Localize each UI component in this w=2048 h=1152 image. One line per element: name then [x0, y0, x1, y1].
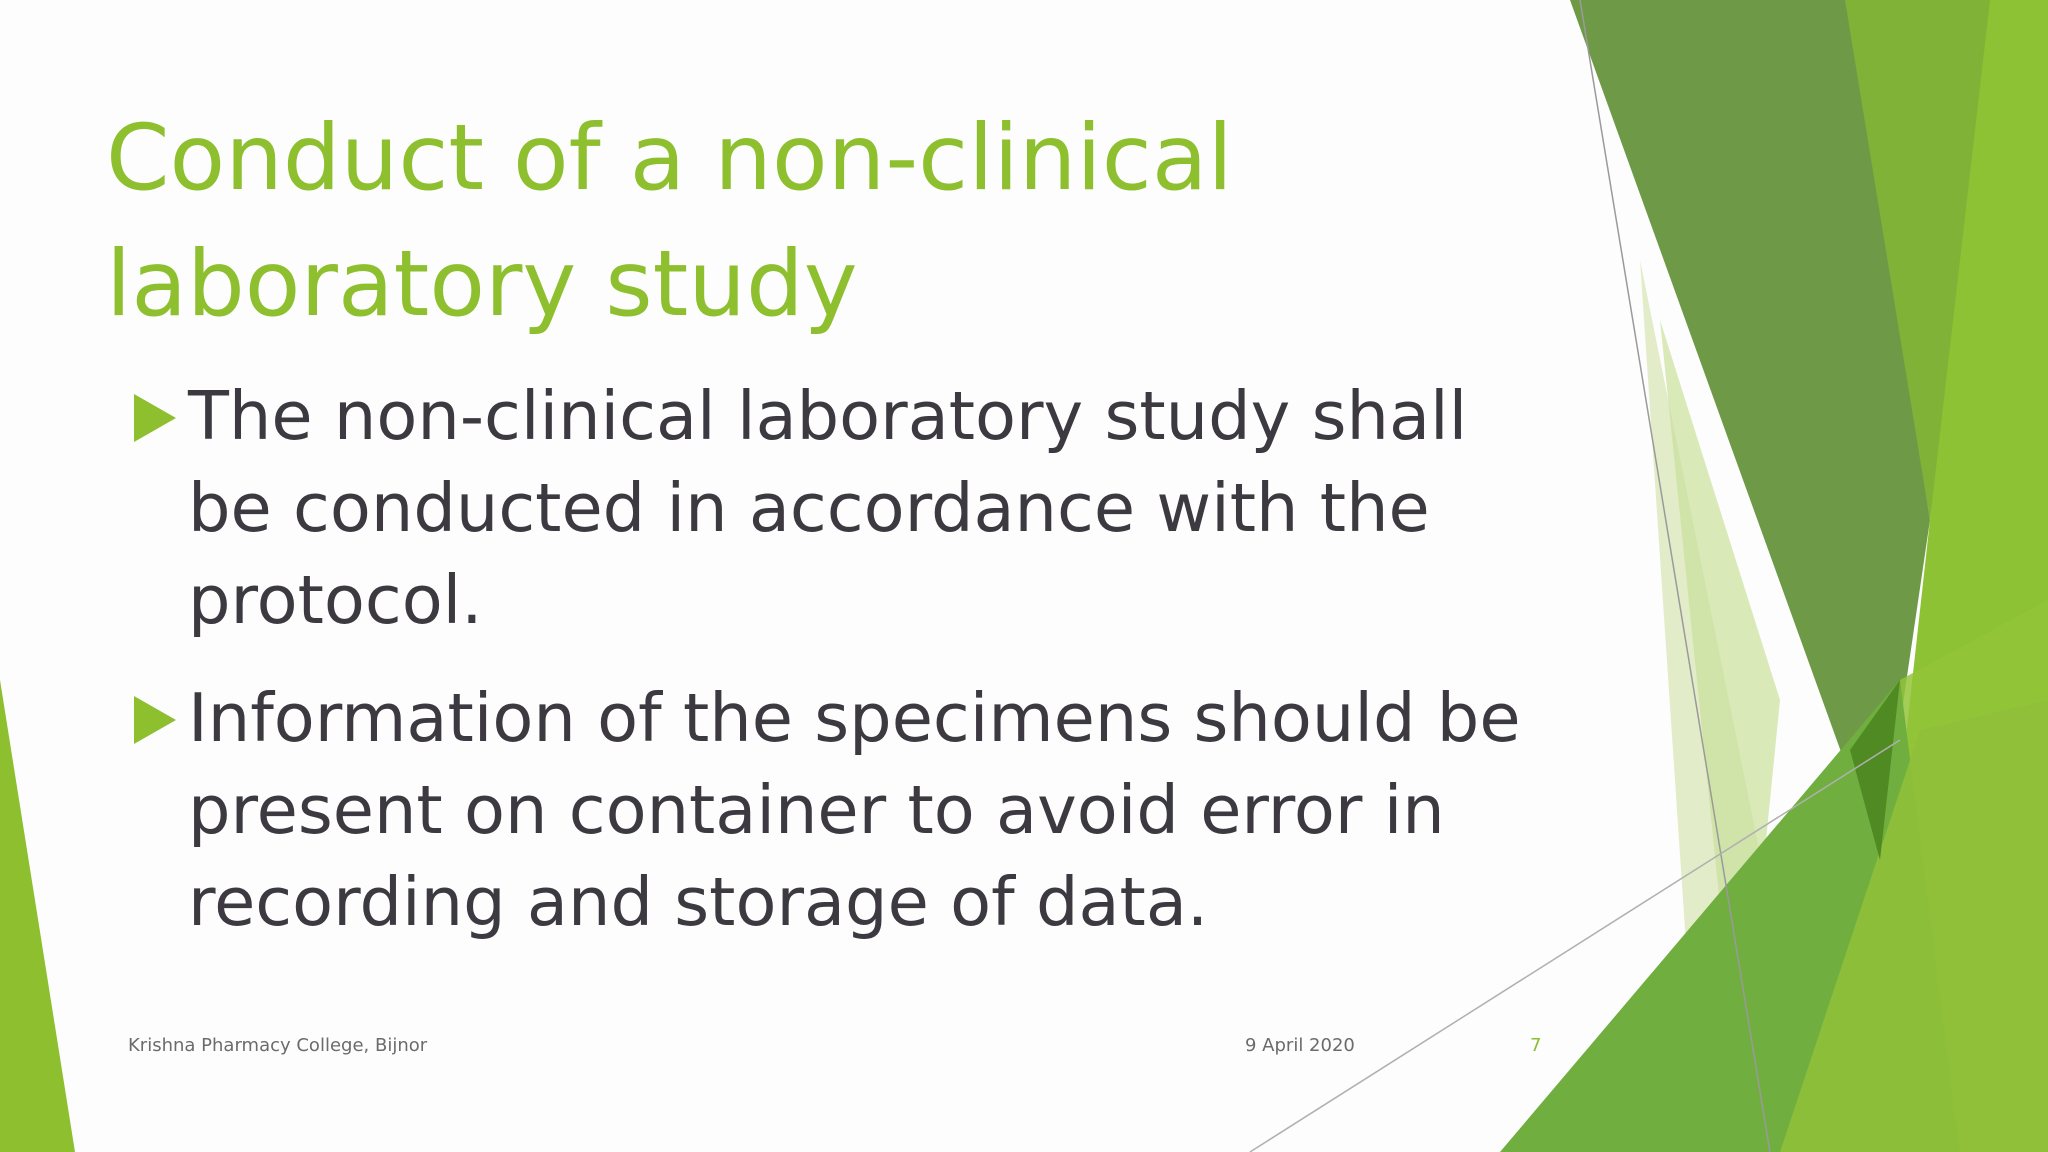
footer-date: 9 April 2020: [1245, 1035, 1355, 1056]
footer-organization: Krishna Pharmacy College, Bijnor: [128, 1035, 428, 1056]
triangle-right-icon: [134, 394, 176, 442]
bullet-text: Information of the specimens should be present on container to avoid error in recording and storage of data.: [188, 679, 1521, 941]
triangle-right-icon: [134, 696, 176, 744]
slide-number: 7: [1530, 1035, 1542, 1056]
left-green-sliver: [0, 680, 75, 1152]
bullet-item: [130, 672, 1550, 948]
bullet-list: [130, 370, 1550, 974]
bullet-item: [130, 370, 1550, 646]
slide-title: Conduct of a non-clinical laboratory study: [106, 106, 1233, 337]
bullet-text: The non-clinical laboratory study shall be conducted in accordance with the protocol.: [188, 377, 1468, 639]
